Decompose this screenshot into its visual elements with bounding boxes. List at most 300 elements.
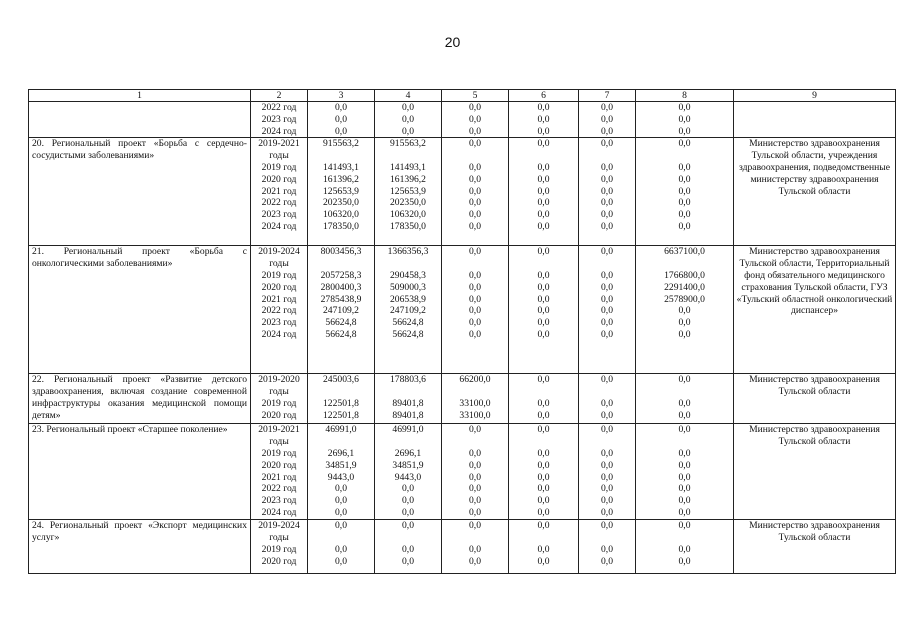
amount-value: 0,0 bbox=[469, 125, 481, 137]
amount-value: 0,0 bbox=[335, 495, 347, 507]
amount-value: 1766800,0 bbox=[664, 269, 705, 281]
amount-value bbox=[581, 532, 633, 544]
amount-cell bbox=[375, 102, 442, 138]
amount-value: 0,0 bbox=[537, 102, 550, 113]
amount-value: 0,0 bbox=[469, 113, 481, 125]
period-label: годы bbox=[269, 258, 289, 270]
amount-value bbox=[638, 258, 731, 270]
amount-value bbox=[444, 150, 506, 162]
amount-cell bbox=[579, 424, 636, 520]
period-label: 2023 год bbox=[261, 495, 297, 507]
amount-value: 0,0 bbox=[402, 113, 414, 125]
amount-value: 0,0 bbox=[601, 102, 613, 113]
amount-value: 0,0 bbox=[469, 495, 481, 507]
amount-value: 9443,0 bbox=[394, 471, 422, 483]
amount-value: 0,0 bbox=[601, 374, 613, 386]
responsible-executor: Министерство здравоохранения Тульской области, учреждения здравоохранения, подведомственные министерству здравоохранения Тульской области bbox=[734, 138, 896, 246]
amount-value: 0,0 bbox=[678, 328, 691, 340]
amount-value: 0,0 bbox=[678, 209, 691, 221]
amount-value: 0,0 bbox=[601, 138, 613, 150]
period-cell bbox=[251, 520, 308, 574]
amount-value: 0,0 bbox=[601, 506, 613, 518]
amount-value: 2057258,3 bbox=[320, 269, 362, 281]
amount-value: 178350,0 bbox=[323, 220, 359, 232]
amount-value: 122501,8 bbox=[323, 409, 359, 421]
amount-value: 0,0 bbox=[469, 424, 481, 436]
project-name bbox=[29, 102, 251, 138]
amount-value: 247109,2 bbox=[323, 305, 359, 317]
amount-value bbox=[511, 386, 576, 398]
amount-value: 0,0 bbox=[601, 409, 613, 421]
amount-value: 34851,9 bbox=[325, 459, 357, 471]
amount-cell bbox=[509, 374, 579, 424]
page-number: 20 bbox=[444, 34, 461, 50]
amount-value: 56624,8 bbox=[392, 317, 424, 329]
amount-value bbox=[511, 532, 576, 544]
period-label: 2019 год bbox=[261, 543, 297, 555]
amount-cell bbox=[442, 246, 509, 374]
amount-value: 33100,0 bbox=[459, 397, 491, 409]
amount-value: 0,0 bbox=[335, 125, 347, 137]
period-label: 2019-2020 bbox=[258, 374, 300, 386]
period-label: годы bbox=[269, 532, 289, 544]
amount-cell bbox=[442, 138, 509, 246]
period-label: 2019 год bbox=[261, 447, 297, 459]
responsible-executor: Министерство здравоохранения Тульской области bbox=[734, 424, 896, 520]
amount-value: 0,0 bbox=[601, 293, 613, 305]
amount-value: 0,0 bbox=[335, 102, 347, 113]
amount-value: 0,0 bbox=[469, 246, 481, 258]
amount-value: 915563,2 bbox=[390, 138, 426, 150]
amount-value: 0,0 bbox=[678, 424, 691, 436]
period-cell bbox=[251, 102, 308, 138]
amount-cell bbox=[636, 138, 734, 246]
amount-value bbox=[444, 436, 506, 448]
amount-cell bbox=[509, 424, 579, 520]
amount-value: 8003456,3 bbox=[320, 246, 362, 258]
amount-cell bbox=[375, 520, 442, 574]
amount-value: 0,0 bbox=[678, 397, 691, 409]
amount-value bbox=[511, 436, 576, 448]
amount-cell bbox=[579, 520, 636, 574]
amount-value: 0,0 bbox=[601, 305, 613, 317]
period-cell bbox=[251, 424, 308, 520]
amount-value: 0,0 bbox=[469, 102, 481, 113]
amount-value: 0,0 bbox=[601, 483, 613, 495]
amount-value: 2696,1 bbox=[394, 447, 422, 459]
amount-value: 0,0 bbox=[678, 471, 691, 483]
amount-value: 0,0 bbox=[678, 459, 691, 471]
amount-value: 0,0 bbox=[402, 102, 414, 113]
period-label: 2022 год bbox=[261, 305, 297, 317]
amount-value: 0,0 bbox=[678, 305, 691, 317]
amount-value: 0,0 bbox=[678, 409, 691, 421]
budget-table bbox=[28, 89, 896, 574]
amount-value: 0,0 bbox=[469, 161, 481, 173]
amount-value: 0,0 bbox=[537, 409, 550, 421]
amount-value: 0,0 bbox=[678, 374, 691, 386]
period-label: 2024 год bbox=[261, 506, 297, 518]
amount-value: 66200,0 bbox=[459, 374, 491, 386]
amount-cell bbox=[375, 374, 442, 424]
amount-cell bbox=[579, 374, 636, 424]
amount-value: 0,0 bbox=[601, 459, 613, 471]
project-row bbox=[29, 102, 896, 138]
period-label: годы bbox=[269, 436, 289, 448]
amount-value: 0,0 bbox=[601, 447, 613, 459]
amount-value: 141493,1 bbox=[390, 161, 426, 173]
period-label: 2022 год bbox=[261, 483, 297, 495]
amount-value bbox=[638, 150, 731, 162]
amount-value: 0,0 bbox=[678, 495, 691, 507]
period-label: 2020 год bbox=[261, 555, 297, 567]
amount-value: 0,0 bbox=[601, 125, 613, 137]
column-number: 9 bbox=[734, 90, 896, 102]
period-label: 2022 год bbox=[261, 102, 297, 113]
amount-value bbox=[377, 436, 439, 448]
amount-cell bbox=[442, 374, 509, 424]
amount-value: 33100,0 bbox=[459, 409, 491, 421]
amount-value: 0,0 bbox=[469, 471, 481, 483]
amount-value: 0,0 bbox=[678, 317, 691, 329]
column-number: 3 bbox=[308, 90, 375, 102]
amount-value: 0,0 bbox=[537, 209, 550, 221]
amount-value: 0,0 bbox=[469, 483, 481, 495]
amount-value bbox=[638, 532, 731, 544]
amount-value: 0,0 bbox=[402, 125, 414, 137]
amount-cell bbox=[308, 246, 375, 374]
project-row bbox=[29, 138, 896, 246]
period-label: 2023 год bbox=[261, 209, 297, 221]
amount-value bbox=[310, 532, 372, 544]
amount-cell bbox=[375, 424, 442, 520]
amount-value: 0,0 bbox=[537, 113, 550, 125]
amount-value: 0,0 bbox=[601, 397, 613, 409]
amount-value: 0,0 bbox=[537, 269, 550, 281]
responsible-executor: Министерство здравоохранения Тульской области, Территориальный фонд обязательного медицинского страхования Тульской области, ГУЗ «Тульский областной онкологический диспансер» bbox=[734, 246, 896, 374]
amount-value: 0,0 bbox=[537, 305, 550, 317]
amount-value: 0,0 bbox=[537, 471, 550, 483]
amount-value: 0,0 bbox=[335, 506, 347, 518]
amount-cell bbox=[375, 138, 442, 246]
amount-value: 0,0 bbox=[469, 317, 481, 329]
amount-value: 0,0 bbox=[601, 220, 613, 232]
amount-value: 0,0 bbox=[601, 197, 613, 209]
amount-value bbox=[377, 532, 439, 544]
amount-value: 0,0 bbox=[537, 161, 550, 173]
amount-value bbox=[638, 436, 731, 448]
amount-cell bbox=[308, 374, 375, 424]
amount-value: 2696,1 bbox=[327, 447, 355, 459]
amount-value: 0,0 bbox=[469, 459, 481, 471]
amount-value: 0,0 bbox=[537, 495, 550, 507]
column-number: 8 bbox=[636, 90, 734, 102]
amount-value: 202350,0 bbox=[390, 197, 426, 209]
amount-cell bbox=[509, 520, 579, 574]
amount-value: 0,0 bbox=[678, 125, 691, 137]
amount-value: 0,0 bbox=[601, 209, 613, 221]
amount-value bbox=[377, 150, 439, 162]
amount-value: 0,0 bbox=[537, 317, 550, 329]
amount-value bbox=[444, 386, 506, 398]
amount-value: 0,0 bbox=[469, 328, 481, 340]
amount-value: 0,0 bbox=[335, 483, 347, 495]
period-label: 2023 год bbox=[261, 317, 297, 329]
amount-cell bbox=[636, 374, 734, 424]
amount-value bbox=[444, 258, 506, 270]
amount-value bbox=[581, 150, 633, 162]
period-label: 2021 год bbox=[261, 185, 297, 197]
period-cell bbox=[251, 138, 308, 246]
column-number: 4 bbox=[375, 90, 442, 102]
amount-value: 0,0 bbox=[335, 113, 347, 125]
amount-value: 290458,3 bbox=[390, 269, 426, 281]
amount-value: 0,0 bbox=[402, 520, 414, 532]
amount-value: 0,0 bbox=[601, 424, 613, 436]
amount-value: 0,0 bbox=[537, 173, 550, 185]
amount-value bbox=[581, 386, 633, 398]
amount-value: 0,0 bbox=[601, 269, 613, 281]
amount-value: 0,0 bbox=[537, 138, 550, 150]
amount-value: 2785438,9 bbox=[320, 293, 362, 305]
amount-value: 0,0 bbox=[678, 161, 691, 173]
period-label: 2021 год bbox=[261, 293, 297, 305]
amount-value: 0,0 bbox=[601, 173, 613, 185]
amount-cell bbox=[375, 246, 442, 374]
amount-value: 0,0 bbox=[402, 543, 414, 555]
period-label: 2021 год bbox=[261, 471, 297, 483]
period-label: 2024 год bbox=[261, 220, 297, 232]
amount-value: 0,0 bbox=[678, 197, 691, 209]
amount-value: 6637100,0 bbox=[664, 246, 705, 258]
amount-value bbox=[581, 258, 633, 270]
amount-value: 509000,3 bbox=[390, 281, 426, 293]
project-name: 22. Региональный проект «Развитие детского здравоохранения, включая создание современной инфраструктуры оказания медицинской помощи детям» bbox=[29, 374, 251, 424]
amount-value: 46991,0 bbox=[325, 424, 357, 436]
amount-value bbox=[377, 386, 439, 398]
amount-value: 89401,8 bbox=[392, 397, 424, 409]
amount-cell bbox=[442, 102, 509, 138]
amount-value: 0,0 bbox=[469, 197, 481, 209]
project-row bbox=[29, 246, 896, 374]
amount-value: 0,0 bbox=[601, 185, 613, 197]
amount-value: 0,0 bbox=[469, 447, 481, 459]
project-name: 24. Региональный проект «Экспорт медицинских услуг» bbox=[29, 520, 251, 574]
amount-value: 0,0 bbox=[537, 220, 550, 232]
amount-value: 56624,8 bbox=[325, 317, 357, 329]
amount-value bbox=[377, 258, 439, 270]
amount-value: 247109,2 bbox=[390, 305, 426, 317]
amount-value: 0,0 bbox=[469, 293, 481, 305]
period-label: 2020 год bbox=[261, 459, 297, 471]
amount-value: 0,0 bbox=[537, 459, 550, 471]
project-name: 20. Региональный проект «Борьба с сердечно-сосудистыми заболеваниями» bbox=[29, 138, 251, 246]
amount-value: 106320,0 bbox=[323, 209, 359, 221]
amount-value: 0,0 bbox=[601, 520, 613, 532]
table-body bbox=[29, 102, 896, 574]
amount-cell bbox=[308, 102, 375, 138]
amount-value: 0,0 bbox=[469, 173, 481, 185]
amount-value: 0,0 bbox=[678, 173, 691, 185]
period-label: 2023 год bbox=[261, 113, 297, 125]
amount-value: 206538,9 bbox=[390, 293, 426, 305]
amount-value: 0,0 bbox=[601, 471, 613, 483]
amount-value bbox=[310, 386, 372, 398]
amount-value: 0,0 bbox=[537, 555, 550, 567]
amount-value: 161396,2 bbox=[390, 173, 426, 185]
amount-value: 89401,8 bbox=[392, 409, 424, 421]
amount-value: 0,0 bbox=[537, 246, 550, 258]
amount-value: 0,0 bbox=[601, 543, 613, 555]
amount-value: 245003,6 bbox=[323, 374, 359, 386]
amount-value: 0,0 bbox=[469, 220, 481, 232]
amount-value: 0,0 bbox=[537, 197, 550, 209]
column-number: 6 bbox=[509, 90, 579, 102]
period-cell bbox=[251, 374, 308, 424]
amount-value: 0,0 bbox=[402, 506, 414, 518]
amount-value: 141493,1 bbox=[323, 161, 359, 173]
amount-value: 0,0 bbox=[537, 506, 550, 518]
amount-value: 0,0 bbox=[601, 161, 613, 173]
amount-cell bbox=[636, 520, 734, 574]
period-label: 2020 год bbox=[261, 173, 297, 185]
amount-value: 0,0 bbox=[537, 374, 550, 386]
amount-value bbox=[581, 436, 633, 448]
column-number: 1 bbox=[29, 90, 251, 102]
period-label: 2020 год bbox=[261, 409, 297, 421]
amount-cell bbox=[579, 138, 636, 246]
amount-cell bbox=[308, 424, 375, 520]
amount-value bbox=[310, 150, 372, 162]
amount-value: 0,0 bbox=[678, 483, 691, 495]
period-label: годы bbox=[269, 386, 289, 398]
amount-value: 0,0 bbox=[601, 328, 613, 340]
amount-value: 0,0 bbox=[601, 281, 613, 293]
amount-cell bbox=[308, 138, 375, 246]
amount-value: 0,0 bbox=[601, 555, 613, 567]
amount-value: 0,0 bbox=[469, 185, 481, 197]
project-row bbox=[29, 520, 896, 574]
amount-value: 0,0 bbox=[537, 293, 550, 305]
amount-value: 0,0 bbox=[335, 555, 347, 567]
amount-value: 178350,0 bbox=[390, 220, 426, 232]
amount-value: 0,0 bbox=[678, 138, 691, 150]
amount-value: 0,0 bbox=[537, 328, 550, 340]
amount-value: 0,0 bbox=[537, 543, 550, 555]
amount-cell bbox=[442, 520, 509, 574]
amount-value: 0,0 bbox=[678, 543, 691, 555]
amount-cell bbox=[636, 424, 734, 520]
amount-value: 0,0 bbox=[601, 113, 613, 125]
amount-value: 9443,0 bbox=[327, 471, 355, 483]
amount-value: 0,0 bbox=[601, 495, 613, 507]
period-label: 2022 год bbox=[261, 197, 297, 209]
amount-value: 0,0 bbox=[537, 520, 550, 532]
amount-cell bbox=[636, 102, 734, 138]
column-number: 2 bbox=[251, 90, 308, 102]
amount-cell bbox=[308, 520, 375, 574]
responsible-executor: Министерство здравоохранения Тульской области bbox=[734, 520, 896, 574]
amount-cell bbox=[509, 138, 579, 246]
amount-value: 0,0 bbox=[601, 246, 613, 258]
amount-value: 161396,2 bbox=[323, 173, 359, 185]
amount-value: 122501,8 bbox=[323, 397, 359, 409]
amount-value: 0,0 bbox=[469, 269, 481, 281]
amount-value: 0,0 bbox=[537, 397, 550, 409]
amount-value: 0,0 bbox=[537, 483, 550, 495]
amount-value bbox=[444, 532, 506, 544]
amount-value: 0,0 bbox=[537, 125, 550, 137]
amount-value: 2578900,0 bbox=[664, 293, 705, 305]
amount-value bbox=[638, 386, 731, 398]
amount-value: 0,0 bbox=[469, 209, 481, 221]
amount-value: 2291400,0 bbox=[664, 281, 705, 293]
period-label: 2019 год bbox=[261, 161, 297, 173]
amount-value: 0,0 bbox=[678, 555, 691, 567]
amount-value: 0,0 bbox=[537, 281, 550, 293]
period-label: 2019-2021 bbox=[258, 424, 300, 436]
period-label: 2019-2024 bbox=[258, 520, 300, 532]
amount-value: 0,0 bbox=[469, 305, 481, 317]
column-number-row bbox=[29, 90, 896, 102]
period-label: 2024 год bbox=[261, 125, 297, 137]
amount-value: 0,0 bbox=[402, 495, 414, 507]
amount-value: 2800400,3 bbox=[320, 281, 362, 293]
period-label: 2019 год bbox=[261, 269, 297, 281]
amount-cell bbox=[636, 246, 734, 374]
period-cell bbox=[251, 246, 308, 374]
period-label: годы bbox=[269, 150, 289, 162]
amount-cell bbox=[442, 424, 509, 520]
amount-value: 0,0 bbox=[469, 138, 481, 150]
amount-value bbox=[310, 436, 372, 448]
project-name: 21. Региональный проект «Борьба с онкологическими заболеваниями» bbox=[29, 246, 251, 374]
amount-value: 0,0 bbox=[469, 281, 481, 293]
amount-value: 0,0 bbox=[678, 102, 691, 113]
amount-cell bbox=[579, 102, 636, 138]
responsible-executor bbox=[734, 102, 896, 138]
amount-value: 34851,9 bbox=[392, 459, 424, 471]
amount-cell bbox=[509, 246, 579, 374]
amount-value: 915563,2 bbox=[323, 138, 359, 150]
project-row bbox=[29, 374, 896, 424]
amount-value: 0,0 bbox=[469, 506, 481, 518]
amount-value: 0,0 bbox=[678, 185, 691, 197]
amount-value: 46991,0 bbox=[392, 424, 424, 436]
amount-value: 1366356,3 bbox=[387, 246, 429, 258]
period-label: 2019-2024 bbox=[258, 246, 300, 258]
amount-value: 0,0 bbox=[678, 520, 691, 532]
amount-value: 0,0 bbox=[537, 185, 550, 197]
amount-value: 0,0 bbox=[537, 424, 550, 436]
amount-value: 56624,8 bbox=[325, 328, 357, 340]
amount-value: 0,0 bbox=[469, 543, 481, 555]
amount-value: 0,0 bbox=[678, 447, 691, 459]
period-label: 2019-2021 bbox=[258, 138, 300, 150]
amount-value: 0,0 bbox=[469, 520, 481, 532]
period-label: 2024 год bbox=[261, 328, 297, 340]
amount-value: 56624,8 bbox=[392, 328, 424, 340]
project-row bbox=[29, 424, 896, 520]
amount-cell bbox=[509, 102, 579, 138]
period-label: 2019 год bbox=[261, 397, 297, 409]
amount-value: 0,0 bbox=[335, 543, 347, 555]
period-label: 2020 год bbox=[261, 281, 297, 293]
amount-value: 178803,6 bbox=[390, 374, 426, 386]
amount-value: 0,0 bbox=[601, 317, 613, 329]
project-name: 23. Региональный проект «Старшее поколение» bbox=[29, 424, 251, 520]
amount-value bbox=[310, 258, 372, 270]
